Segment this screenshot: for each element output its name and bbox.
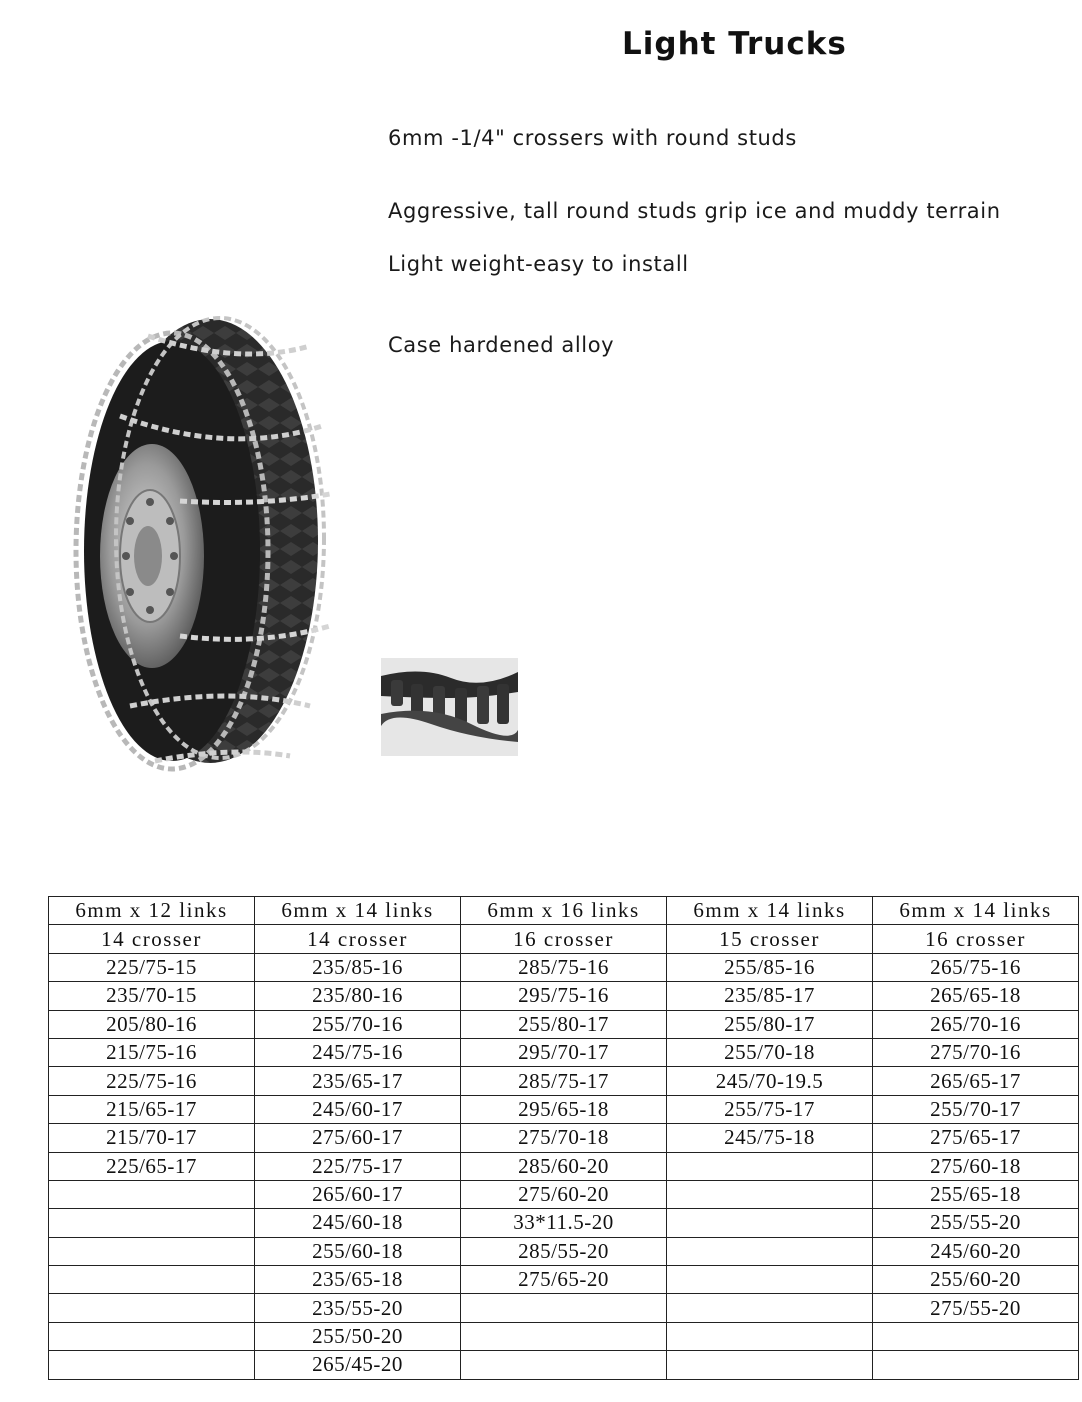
- table-cell: 215/70-17: [49, 1124, 255, 1152]
- table-cell: 295/65-18: [461, 1095, 667, 1123]
- table-cell: [461, 1322, 667, 1350]
- table-cell: 245/60-17: [255, 1095, 461, 1123]
- table-cell: [49, 1180, 255, 1208]
- table-row: [49, 1322, 1079, 1350]
- table-cell: 265/65-18: [873, 982, 1079, 1010]
- table-cell: 285/75-17: [461, 1067, 667, 1095]
- table-cell: 255/65-18: [873, 1180, 1079, 1208]
- table-cell: 275/60-17: [255, 1124, 461, 1152]
- table-cell: 265/45-20: [255, 1351, 461, 1379]
- table-cell: [49, 1266, 255, 1294]
- table-cell: 255/85-16: [667, 953, 873, 981]
- table-cell: 235/80-16: [255, 982, 461, 1010]
- table-cell: [667, 1180, 873, 1208]
- table-cell: 245/60-18: [255, 1209, 461, 1237]
- table-cell: 295/70-17: [461, 1038, 667, 1066]
- table-cell: 245/75-16: [255, 1038, 461, 1066]
- table-row: [49, 1237, 1079, 1265]
- table-cell: 14 crosser: [255, 925, 461, 953]
- table-cell: 275/70-16: [873, 1038, 1079, 1066]
- table-cell: 255/75-17: [667, 1095, 873, 1123]
- feature-line: Aggressive, tall round studs grip ice and muddy terrain: [388, 199, 1001, 223]
- table-cell: 265/75-16: [873, 953, 1079, 981]
- table-cell: 16 crosser: [461, 925, 667, 953]
- table-cell: 255/70-18: [667, 1038, 873, 1066]
- table-cell: 265/60-17: [255, 1180, 461, 1208]
- table-cell: [667, 1294, 873, 1322]
- table-cell: 275/60-20: [461, 1180, 667, 1208]
- table-cell: 6mm x 14 links: [255, 897, 461, 925]
- table-cell: 14 crosser: [49, 925, 255, 953]
- table-cell: 215/65-17: [49, 1095, 255, 1123]
- table-cell: 275/55-20: [873, 1294, 1079, 1322]
- table-cell: 235/55-20: [255, 1294, 461, 1322]
- table-cell: 275/60-18: [873, 1152, 1079, 1180]
- table-row: [49, 1266, 1079, 1294]
- table-cell: 225/75-15: [49, 953, 255, 981]
- table-cell: 275/65-17: [873, 1124, 1079, 1152]
- table-cell: 235/65-17: [255, 1067, 461, 1095]
- tire-chain-image: [60, 306, 340, 784]
- table-cell: 235/70-15: [49, 982, 255, 1010]
- table-row: [49, 1010, 1079, 1038]
- table-row: [49, 1351, 1079, 1379]
- table-cell: 6mm x 14 links: [667, 897, 873, 925]
- table-cell: 33*11.5-20: [461, 1209, 667, 1237]
- table-cell: [49, 1209, 255, 1237]
- page-title: Light Trucks: [622, 26, 847, 62]
- table-cell: 245/75-18: [667, 1124, 873, 1152]
- table-cell: [49, 1294, 255, 1322]
- table-cell: 285/75-16: [461, 953, 667, 981]
- table-cell: 225/75-17: [255, 1152, 461, 1180]
- table-cell: 6mm x 14 links: [873, 897, 1079, 925]
- table-cell: 285/60-20: [461, 1152, 667, 1180]
- table-cell: 16 crosser: [873, 925, 1079, 953]
- table-cell: 255/80-17: [667, 1010, 873, 1038]
- table-cell: 15 crosser: [667, 925, 873, 953]
- table-cell: 225/75-16: [49, 1067, 255, 1095]
- table-cell: 225/65-17: [49, 1152, 255, 1180]
- table-cell: [667, 1209, 873, 1237]
- table-cell: [49, 1237, 255, 1265]
- feature-line: Case hardened alloy: [388, 333, 615, 357]
- table-cell: [873, 1351, 1079, 1379]
- table-cell: 255/60-20: [873, 1266, 1079, 1294]
- table-cell: 205/80-16: [49, 1010, 255, 1038]
- table-cell: 255/50-20: [255, 1322, 461, 1350]
- table-row: [49, 1180, 1079, 1208]
- feature-line: Light weight-easy to install: [388, 252, 689, 276]
- table-cell: 265/70-16: [873, 1010, 1079, 1038]
- table-cell: [49, 1351, 255, 1379]
- table-row: [49, 982, 1079, 1010]
- table-row: [49, 1067, 1079, 1095]
- table-row: [49, 1038, 1079, 1066]
- table-row: [49, 1152, 1079, 1180]
- table-cell: 245/70-19.5: [667, 1067, 873, 1095]
- table-cell: 235/65-18: [255, 1266, 461, 1294]
- table-cell: [49, 1322, 255, 1350]
- table-cell: 275/65-20: [461, 1266, 667, 1294]
- table-cell: 255/70-16: [255, 1010, 461, 1038]
- table-cell: 255/80-17: [461, 1010, 667, 1038]
- table-cell: [461, 1351, 667, 1379]
- tire-size-table: [48, 896, 1079, 1380]
- table-cell: 215/75-16: [49, 1038, 255, 1066]
- table-cell: [667, 1266, 873, 1294]
- table-cell: 265/65-17: [873, 1067, 1079, 1095]
- table-cell: [667, 1152, 873, 1180]
- table-cell: [461, 1294, 667, 1322]
- stud-closeup-image: [381, 658, 518, 756]
- table-cell: 235/85-16: [255, 953, 461, 981]
- table-cell: 235/85-17: [667, 982, 873, 1010]
- table-cell: 245/60-20: [873, 1237, 1079, 1265]
- table-cell: [667, 1351, 873, 1379]
- table-cell: 6mm x 12 links: [49, 897, 255, 925]
- table-cell: 6mm x 16 links: [461, 897, 667, 925]
- table-cell: [667, 1237, 873, 1265]
- table-cell: 275/70-18: [461, 1124, 667, 1152]
- table-row: [49, 1294, 1079, 1322]
- feature-line: 6mm -1/4" crossers with round studs: [388, 126, 797, 150]
- table-row: [49, 953, 1079, 981]
- table-cell: 285/55-20: [461, 1237, 667, 1265]
- table-cell: 295/75-16: [461, 982, 667, 1010]
- table-cell: 255/60-18: [255, 1237, 461, 1265]
- table-cell: 255/70-17: [873, 1095, 1079, 1123]
- table-row: [49, 1124, 1079, 1152]
- table-cell: [667, 1322, 873, 1350]
- table-row: [49, 1209, 1079, 1237]
- table-row: [49, 925, 1079, 953]
- table-cell: [873, 1322, 1079, 1350]
- table-cell: 255/55-20: [873, 1209, 1079, 1237]
- table-row: [49, 1095, 1079, 1123]
- table-row: [49, 897, 1079, 925]
